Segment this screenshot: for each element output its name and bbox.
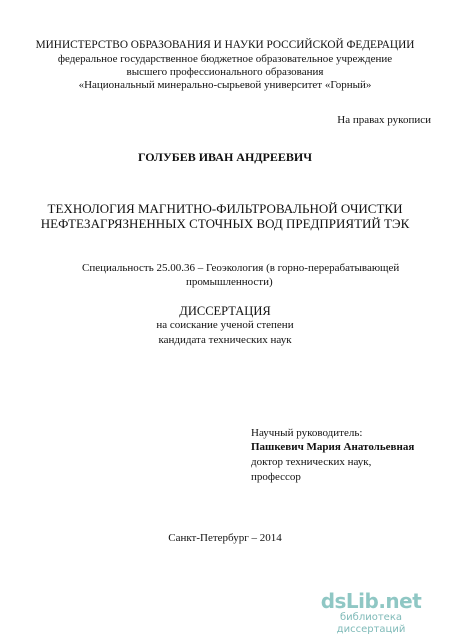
- organization-line-3: «Национальный минерально-сырьевой университет «Горный»: [78, 79, 372, 91]
- rights-note: На правах рукописи: [337, 114, 431, 126]
- supervisor-name: Пашкевич Мария Анатольевная: [251, 441, 415, 453]
- organization-line-1: федеральное государственное бюджетное образовательное учреждение: [57, 53, 393, 65]
- supervisor-degree-line-2: профессор: [251, 471, 301, 483]
- watermark-subtitle: библиотека диссертаций: [336, 612, 406, 635]
- city-year: Санкт-Петербург – 2014: [168, 532, 282, 544]
- ministry-heading: МИНИСТЕРСТВО ОБРАЗОВАНИЯ И НАУКИ РОССИЙСКОЙ ФЕДЕРАЦИИ: [35, 39, 415, 51]
- specialty-line-1: Специальность 25.00.36 – Геоэкология (в горно-перерабатывающей: [82, 262, 400, 274]
- watermark-logo: dsLib.net: [320, 589, 422, 613]
- author-name: ГОЛУБЕВ ИВАН АНДРЕЕВИЧ: [137, 150, 313, 164]
- thesis-title-line-1: ТЕХНОЛОГИЯ МАГНИТНО-ФИЛЬТРОВАЛЬНОЙ ОЧИСТКИ: [47, 201, 403, 216]
- supervisor-label: Научный руководитель:: [251, 427, 363, 439]
- degree-line-1: на соискание ученой степени: [156, 319, 294, 331]
- specialty-line-2: промышленности): [186, 276, 273, 288]
- dissertation-label: ДИССЕРТАЦИЯ: [179, 304, 271, 318]
- supervisor-degree-line-1: доктор технических наук,: [251, 456, 372, 468]
- watermark: [306, 590, 436, 636]
- degree-line-2: кандидата технических наук: [158, 334, 292, 346]
- thesis-title-line-2: НЕФТЕЗАГРЯЗНЕННЫХ СТОЧНЫХ ВОД ПРЕДПРИЯТИЙ ТЭК: [40, 216, 410, 231]
- organization-line-2: высшего профессионального образования: [126, 66, 324, 78]
